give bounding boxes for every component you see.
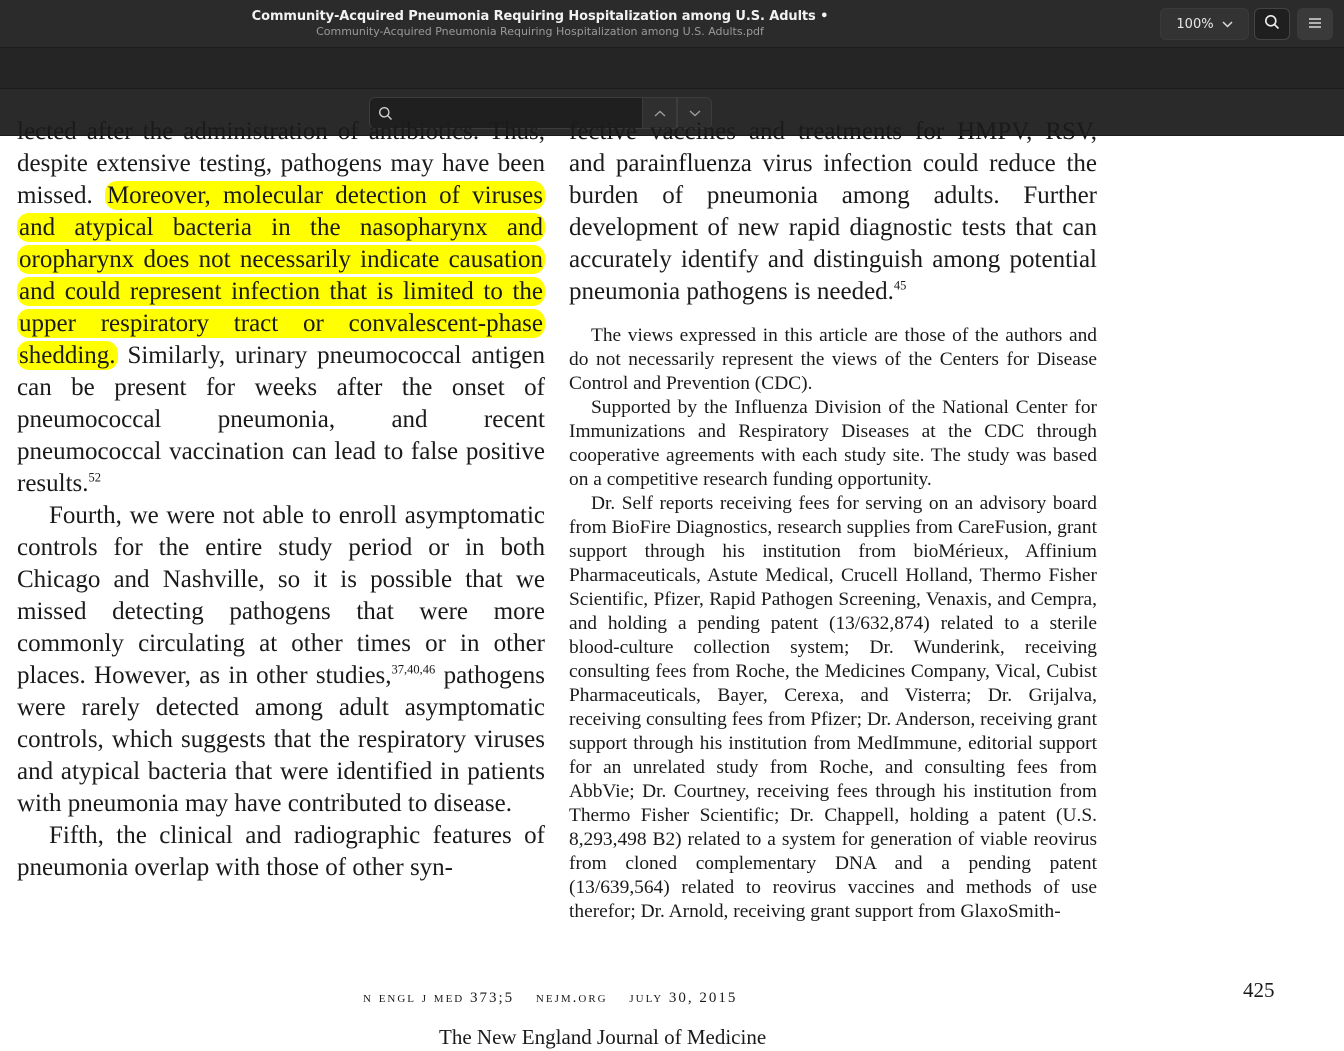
text-run: Similarly, urinary pneumococcal antigen can be present for weeks after the onset of pneumococcal pneumonia, and recent pneumococcal vaccination can lead to false positive results. [17,342,545,497]
page-footer [363,990,783,1007]
journal-name: The New England Journal of Medicine [439,1025,767,1049]
highlighted-text[interactable]: Moreover, molecular detection of viruses and atypical bacteria in the nasopharynx and oropharynx does not necessarily indicate causation and could represent infection that is limited to the upper respiratory tract or convalescent-phase shedding. [19,182,543,369]
note-disclosures: Dr. Self reports receiving fees for serving on an advisory board from BioFire Diagnostics, research supplies from CareFusion, grant support through his institution from bioMérieux, Affinium Pharmaceuticals, Astute Medical, Crucell Holland, Thermo Fisher Scientific, Pfizer, Rapid Pathogen Screening, Venaxis, and Cempra, and holding a pending patent (13/632,874) related to a sterile blood-culture collection system; Dr. Wunderink, receiving consulting fees from Roche, the Medicines Company, Vical, Cubist Pharmaceuticals, Bayer, Cerexa, and Visterra; Dr. Grijalva, receiving consulting fees from Pfizer; Dr. Anderson, receiving grant support through his institution from MedImmune, editorial support for an unrelated study from Roche, and consulting fees from AbbVie; Dr. Courtney, receiving fees through his institution from Thermo Fisher Scientific; Dr. Chappell, holding a patent (U.S. 8,293,498 B2) related to a system for generation of viable reovirus from cloned complementary DNA and a pending patent (13/639,564) related to reovirus vaccines and methods of use therefor; Dr. Arnold, receiving grant support from GlaxoSmith- [569,493,1097,922]
page-number: 425 [1243,978,1275,1002]
left-column [17,116,545,884]
right-column [569,116,1097,924]
pdf-page [0,118,1344,1051]
toolbar [0,48,1344,88]
text-run: fective vaccines and treatments for HMPV, RSV, and parainfluenza virus infection could reduce the burden of pneumonia among adults. Further development of new rapid diagnostic tests that can accurately identify and distinguish among potential pneumonia pathogens is needed. [569,118,1097,305]
journal-site: nejm.org [535,990,608,1006]
note-disclaimer: The views expressed in this article are those of the authors and do not necessarily represent the views of the Centers for Disease Control and Prevention (CDC). [569,325,1097,394]
chevron-down-icon [1222,17,1233,32]
zoom-level: 100% [1176,16,1214,32]
search-toggle-button[interactable] [1254,8,1290,40]
zoom-dropdown[interactable] [1160,8,1249,40]
paragraph-conclusion [569,116,1097,308]
document-filename: Community-Acquired Pneumonia Requiring Hospitalization among U.S. Adults.pdf [316,25,764,38]
issue-date: july 30, 2015 [629,990,738,1006]
document-title: Community-Acquired Pneumonia Requiring Hospitalization among U.S. Adults • [251,9,829,24]
reference-superscript: 45 [893,278,907,293]
journal-citation: n engl j med 373;5 [363,990,515,1006]
paragraph-limitations-fifth: Fifth, the clinical and radiographic features of pneumonia overlap with those of other syn- [17,822,545,881]
hamburger-menu-icon [1309,15,1321,33]
reference-superscript: 52 [88,470,102,485]
paragraph-limitations-fourth [17,500,545,820]
note-funding: Supported by the Influenza Division of the National Center for Immunizations and Respiratory Diseases at the CDC through cooperative agreements with each study site. The study was based on a competitive research funding opportunity. [569,397,1097,490]
text-run: pathogens were rarely detected among adult asymptomatic controls, which suggests that the respiratory viruses and atypical bacteria that were identified in patients with pneumonia may have contributed to disease. [17,662,545,817]
search-icon [1264,14,1280,35]
header-bar [0,0,1344,48]
reference-superscript: 37,40,46 [391,662,436,677]
window-title-area [140,8,940,39]
main-menu-button[interactable] [1297,8,1333,40]
paragraph-limitations-third [17,116,545,500]
text-run: Fourth, we were not able to enroll asymptomatic controls for the entire study period or in both Chicago and Nashville, so it is possible that we missed detecting pathogens that were more commonly circulating at other times or in other places. However, as in other studies, [17,502,545,689]
text-run: lected after the administration of antibiotics. Thus, despite extensive testing, pathogens may have been missed. [17,118,545,209]
